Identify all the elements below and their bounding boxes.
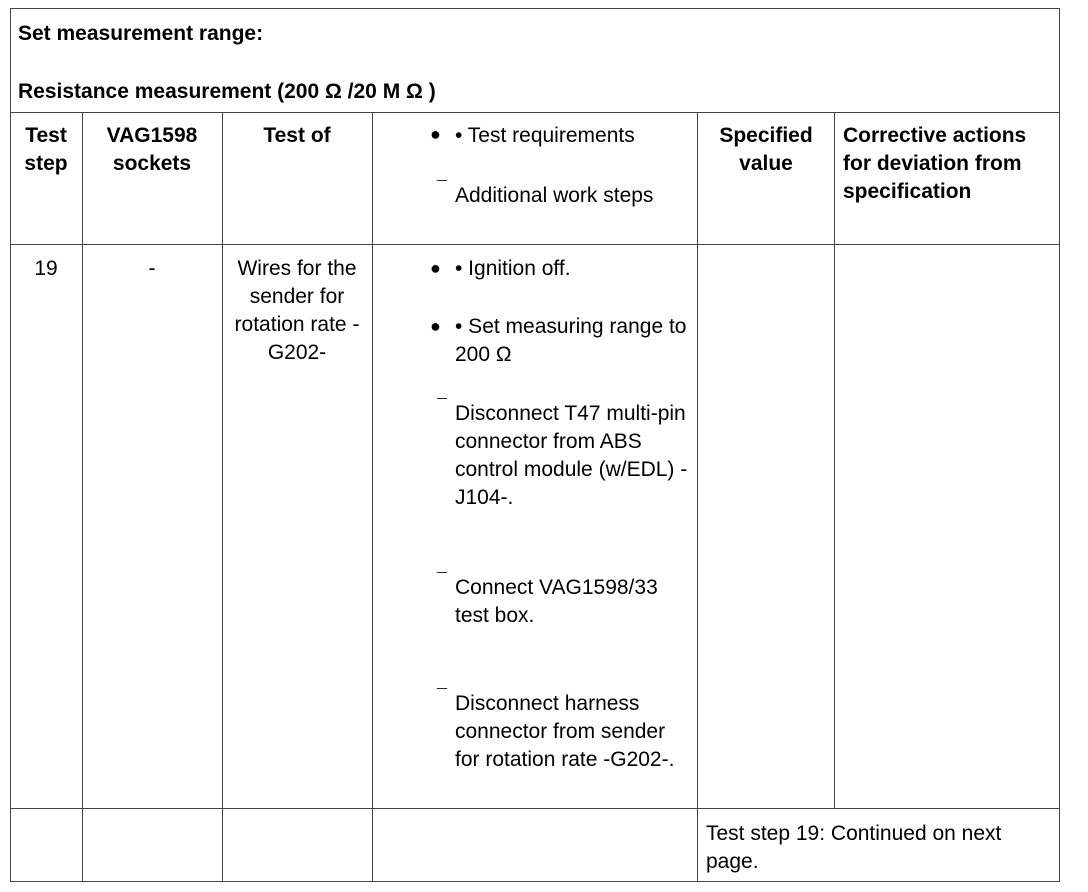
col-divider-5	[834, 113, 835, 808]
col-header-test-of: Test of	[263, 124, 331, 147]
col-header-additional-steps: Additional work steps	[455, 184, 654, 207]
work-step-item: Connect VAG1598/33 test box.	[455, 576, 658, 627]
test-of-value: Wires for the sender for rotation rate -G202-	[234, 257, 360, 364]
resistance-measurement-title: Resistance measurement (200 Ω /20 M Ω )	[18, 80, 436, 103]
header-row-divider	[10, 244, 1060, 245]
dash-mark-icon: ¯	[437, 686, 447, 706]
measurement-range-title: Set measurement range:	[18, 22, 264, 45]
sockets-value: -	[148, 257, 156, 280]
col-header-sockets: VAG1598 sockets	[106, 124, 198, 175]
col-divider-4	[697, 113, 698, 882]
col-header-test-requirements: • Test requirements	[455, 124, 635, 147]
requirement-item: • Ignition off.	[455, 257, 571, 280]
col-header-specified-value: Specified value	[719, 124, 813, 175]
col-header-corrective-actions: Corrective actions for deviation from specification	[843, 124, 1027, 203]
dash-mark-icon: ¯	[437, 396, 447, 416]
continued-note: Test step 19: Continued on next page.	[706, 822, 1002, 873]
col-divider-3	[372, 113, 373, 882]
test-step-value: 19	[34, 257, 58, 280]
bullet-dot-icon: ●	[430, 316, 441, 336]
dash-mark-icon: ¯	[437, 178, 447, 198]
bullet-dot-icon: ●	[430, 124, 441, 144]
work-step-item: Disconnect T47 multi-pin connector from ABS control module (w/EDL) -J104-.	[455, 402, 688, 509]
requirement-item: • Set measuring range to 200 Ω	[455, 315, 687, 366]
col-header-test-step: Test step	[24, 124, 68, 175]
footer-row-divider	[10, 808, 1060, 809]
bullet-dot-icon: ●	[430, 258, 441, 278]
col-divider-2	[222, 113, 223, 882]
col-divider-1	[82, 113, 83, 882]
work-step-item: Disconnect harness connector from sender for rotation rate -G202-.	[455, 692, 675, 771]
table-header-block	[10, 8, 1060, 113]
dash-mark-icon: ¯	[437, 570, 447, 590]
